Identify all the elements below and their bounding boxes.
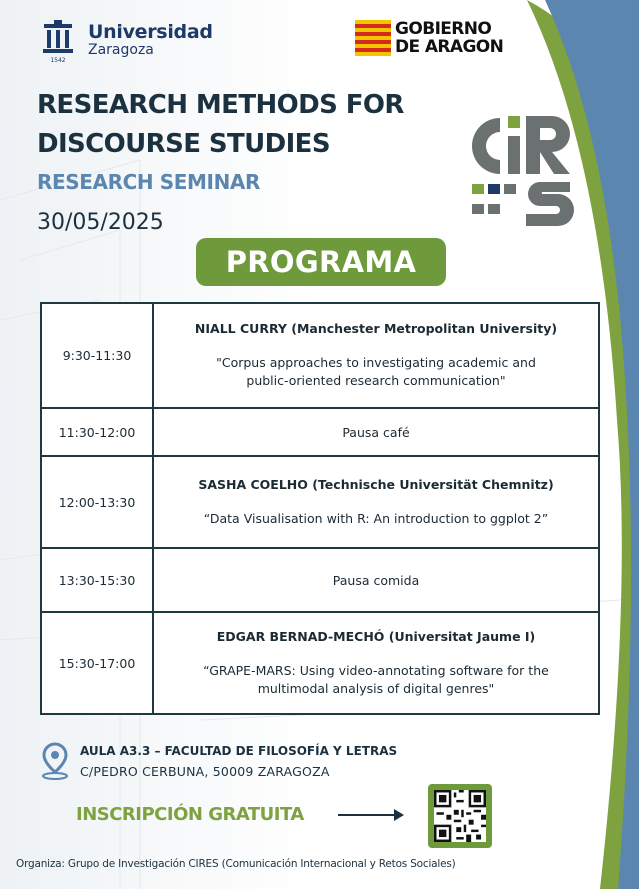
speaker-name: NIALL CURRY (Manchester Metropolitan University) (194, 321, 558, 336)
schedule-table (40, 302, 600, 715)
qr-code-icon (434, 790, 486, 842)
event-date: 30/05/2025 (37, 210, 164, 235)
government-line1: GOBIERNO (395, 19, 492, 39)
location-pin-icon (40, 742, 70, 780)
aragon-flag-icon (355, 20, 391, 56)
organizer-credit: Organiza: Grupo de Investigación CIRES (Comunicación Internacional y Retos Sociales) (16, 858, 456, 870)
schedule-row (41, 303, 599, 408)
speaker-name: EDGAR BERNAD-MECHÓ (Universitat Jaume I) (216, 628, 536, 644)
schedule-time: 13:30-15:30 (41, 548, 153, 612)
schedule-row (41, 408, 599, 456)
schedule-time: 11:30-12:00 (41, 408, 153, 456)
location-venue: AULA A3.3 – FACULTAD DE FILOSOFÍA Y LETRAS (80, 744, 398, 758)
university-year: 1542 (50, 57, 66, 64)
schedule-time: 15:30-17:00 (41, 612, 153, 714)
talk-title-line2: multimodal analysis of digital genres" (257, 680, 495, 696)
registration-label: INSCRIPCIÓN GRATUITA (76, 804, 304, 825)
talk-title-line1: "Corpus approaches to investigating academic and (216, 355, 536, 370)
registration-qr-code[interactable] (428, 784, 492, 848)
university-city: Zaragoza (88, 42, 154, 58)
government-line2: DE ARAGON (395, 37, 504, 57)
schedule-time: 9:30-11:30 (41, 303, 153, 408)
cires-logo (460, 110, 580, 228)
speaker-name: SASHA COELHO (Technische Universität Chemnitz) (198, 476, 554, 492)
university-name: Universidad (88, 21, 213, 43)
schedule-row (41, 548, 599, 612)
schedule-desc (153, 612, 599, 714)
schedule-activity: Pausa café (153, 408, 599, 456)
university-logo (40, 20, 213, 64)
schedule-row (41, 612, 599, 714)
event-title-line2: DISCOURSE STUDIES (37, 129, 330, 159)
schedule-activity: Pausa comida (153, 548, 599, 612)
government-logo (355, 20, 503, 56)
arrow-right-icon (336, 806, 406, 824)
schedule-desc (153, 456, 599, 548)
university-crest-icon (40, 20, 76, 64)
event-subtitle: RESEARCH SEMINAR (37, 170, 261, 194)
schedule-row (41, 456, 599, 548)
talk-title-line1: “GRAPE-MARS: Using video-annotating software for the (203, 662, 549, 678)
talk-title-line2: public-oriented research communication" (246, 373, 506, 388)
event-title (37, 86, 457, 164)
event-title-line1: RESEARCH METHODS FOR (37, 90, 404, 120)
schedule-desc (153, 303, 599, 408)
programa-label: PROGRAMA (196, 238, 446, 286)
talk-title-line1: “Data Visualisation with R: An introduction to ggplot 2” (203, 510, 549, 526)
schedule-time: 12:00-13:30 (41, 456, 153, 548)
location-address: C/PEDRO CERBUNA, 50009 ZARAGOZA (80, 764, 330, 779)
